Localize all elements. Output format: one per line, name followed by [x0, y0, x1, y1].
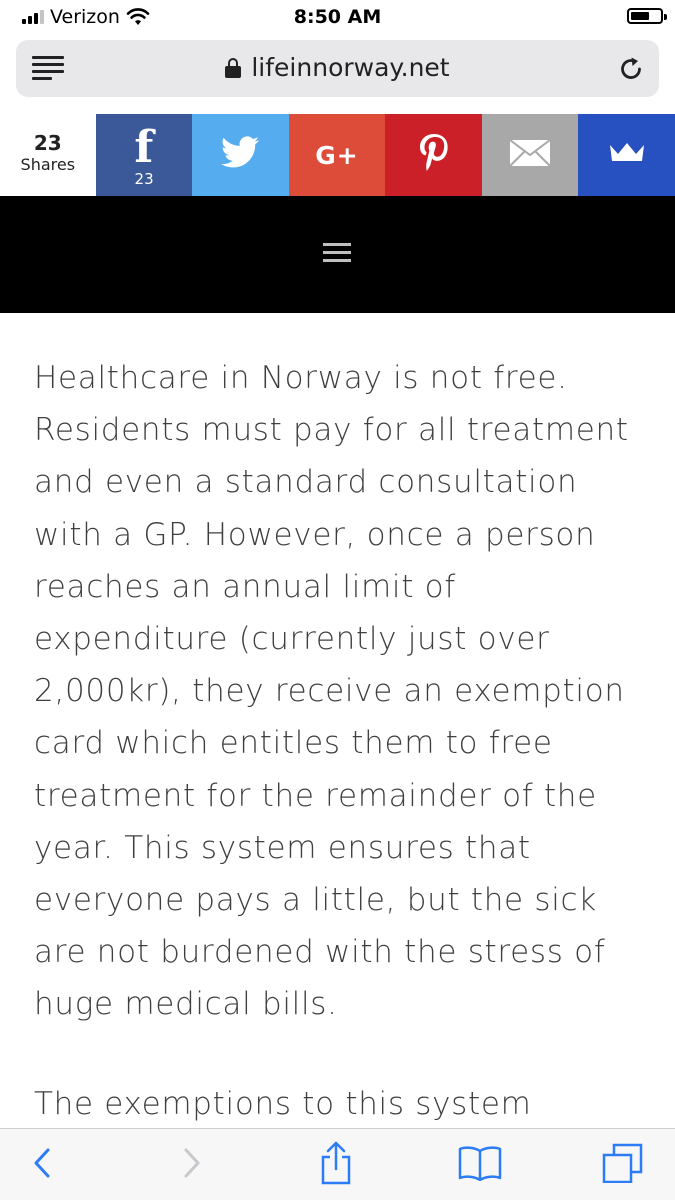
safari-toolbar [0, 1128, 675, 1200]
back-icon [33, 1147, 51, 1183]
lock-icon [225, 58, 241, 78]
hamburger-menu-icon[interactable] [323, 243, 351, 263]
article-paragraph: Healthcare in Norway is not free. Residents must pay for all treatment and even a standard consultation with a GP. However, once a person reaches an annual limit of expenditure (currently just over 2,000kr), they receive an exemption card which entitles them to free treatment for the remainder of the year. This system ensures that everyone pays a little, but the sick are not burdened with the stress of huge medical bills. [34, 360, 629, 1023]
pinterest-share-button[interactable] [385, 114, 482, 196]
social-share-bar [0, 114, 675, 196]
facebook-share-count: 23 [134, 170, 154, 188]
sumome-share-button[interactable] [578, 114, 675, 196]
clock: 8:50 AM [293, 6, 382, 28]
site-nav-bar [0, 196, 675, 313]
carrier-name: Verizon [50, 6, 120, 28]
share-icon [318, 1141, 354, 1189]
back-button[interactable] [20, 1129, 64, 1201]
bookmarks-icon [457, 1145, 503, 1185]
email-share-button[interactable] [482, 114, 579, 196]
bookmarks-button[interactable] [456, 1129, 504, 1201]
address-bar[interactable] [16, 40, 659, 97]
twitter-icon [220, 136, 260, 174]
battery-level-fill [631, 12, 649, 20]
share-count-label: Shares [20, 155, 76, 174]
tabs-button[interactable] [598, 1129, 646, 1201]
tabs-icon [601, 1143, 643, 1187]
url-text: lifeinnorway.net [251, 53, 450, 82]
facebook-share-button[interactable] [96, 114, 193, 196]
pinterest-icon [417, 133, 451, 177]
share-count-number: 23 [33, 131, 62, 155]
url-display[interactable] [16, 53, 659, 82]
battery-icon [627, 8, 663, 24]
share-button[interactable] [314, 1129, 358, 1201]
twitter-share-button[interactable] [192, 114, 289, 196]
envelope-icon [509, 139, 551, 171]
crown-icon [607, 141, 647, 169]
google-plus-icon: G+ [315, 140, 359, 170]
article-paragraph: The exemptions to this system [34, 1086, 532, 1122]
google-plus-share-button[interactable] [289, 114, 386, 196]
article-body [34, 352, 644, 1122]
facebook-icon: f [134, 122, 154, 173]
share-counter [0, 114, 96, 196]
status-bar [0, 0, 675, 36]
reload-icon[interactable] [617, 55, 645, 87]
forward-button[interactable] [170, 1129, 214, 1201]
forward-icon [183, 1147, 201, 1183]
battery-nub [664, 14, 667, 20]
